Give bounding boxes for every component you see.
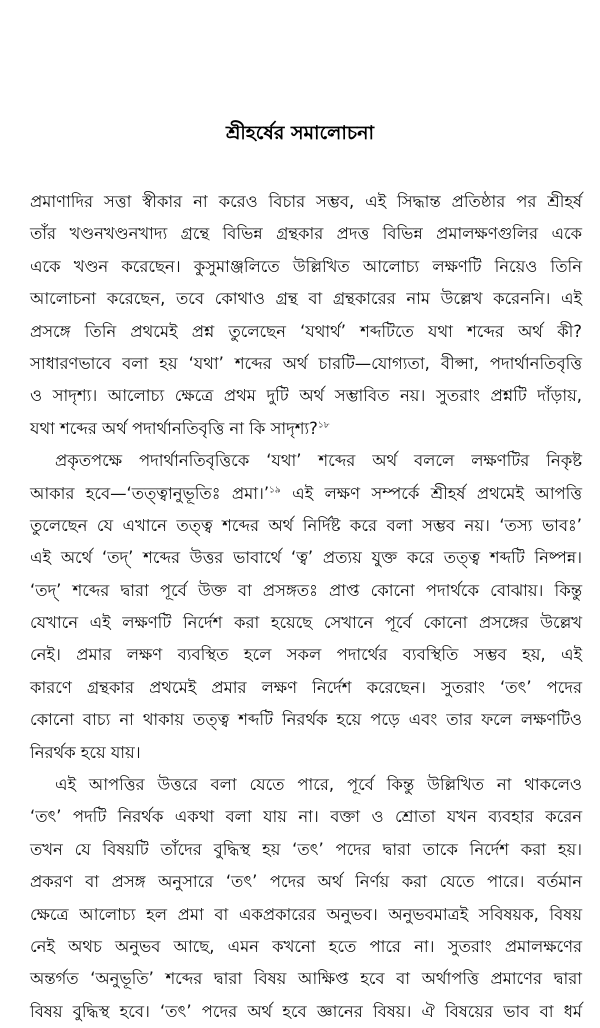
paragraph-3 (30, 769, 582, 1028)
text-segment: আকার হবে—‘তত্ত্বানুভূতিঃ প্রমা।’ (30, 483, 270, 503)
text-line: কোনো বাচ্য না থাকায় তত্ত্ব শব্দটি নিরর্থক হয়ে পড়ে এবং তার ফলে লক্ষণটিও (30, 710, 582, 730)
text-line: এই অর্থে ‘তদ্’ শব্দের উত্তর ভাবার্থে ‘ত্ব’ প্রত্যয় যুক্ত করে তত্ত্ব শব্দটি নিষ্পন্ন। (30, 548, 582, 568)
text-line: প্রকৃতপক্ষে পদার্থানতিবৃত্তিকে ‘যথা’ শব্দের অর্থ বললে লক্ষণটির নিকৃষ্ট (55, 451, 582, 471)
text-line: একে খণ্ডন করেছেন। কুসুমাঞ্জলিতে উল্লিখিত আলোচ্য লক্ষণটি নিয়েও তিনি (30, 256, 582, 276)
text-line: ‘তদ্’ শব্দের দ্বারা পূর্বে উক্ত বা প্রসঙ্গতঃ প্রাপ্ত কোনো পদার্থকে বোঝায়। কিন্তু (30, 580, 582, 600)
text-line: যেখানে এই লক্ষণটি নির্দেশ করা হয়েছে সেখানে পূর্বে কোনো প্রসঙ্গের উল্লেখ (30, 613, 582, 633)
text-line: এই আপত্তির উত্তরে বলা যেতে পারে, পূর্বে কিন্তু উল্লিখিত না থাকলেও (55, 775, 582, 795)
text-line: তুলেছেন যে এখানে তত্ত্ব শব্দের অর্থ নির্দিষ্ট করে বলা সম্ভব নয়। ‘তস্য ভাবঃ’ (30, 515, 582, 535)
text-line: কারণে গ্রন্থকার প্রথমেই প্রমার লক্ষণ নির্দেশ করেছেন। সুতরাং ‘তৎ’ পদের (30, 677, 582, 697)
text-line: ‘তৎ’ পদটি নিরর্থক একথা বলা যায় না। বক্তা ও শ্রোতা যখন ব্যবহার করেন (30, 807, 582, 827)
text-line: অন্তর্গত ‘অনুভূতি’ শব্দের দ্বারা বিষয় আক্ষিপ্ত হবে বা অর্থাপত্তি প্রমাণের দ্বারা (30, 969, 582, 989)
text-line: ক্ষেত্রে আলোচ্য হল প্রমা বা একপ্রকারের অনুভব। অনুভবমাত্রই সবিষয়ক, বিষয় (30, 904, 582, 924)
text-segment: যথা শব্দের অর্থ পদার্থানতিবৃত্তি না কি সাদৃশ্য? (30, 418, 318, 438)
text-line (30, 413, 582, 445)
text-line: তাঁর খণ্ডনখণ্ডনখাদ্য গ্রন্থে বিভিন্ন গ্রন্থকার প্রদত্ত বিভিন্ন প্রমালক্ষণগুলির একে (30, 224, 582, 244)
text-line (30, 478, 582, 510)
body-text (30, 186, 582, 1028)
text-line: নেই অথচ অনুভব আছে, এমন কখনো হতে পারে না। সুতরাং প্রমালক্ষণের (30, 936, 582, 956)
text-line: সাধারণভাবে বলা হয় ‘যথা’ শব্দের অর্থ চারটি—যোগ্যতা, বীপ্সা, পদার্থানতিবৃত্তি (30, 353, 582, 373)
text-segment: এই লক্ষণ সম্পর্কে শ্রীহর্ষ প্রথমেই আপত্তি (280, 483, 582, 503)
text-line: তখন যে বিষয়টি তাঁদের বুদ্ধিস্থ হয় ‘তৎ’ পদের দ্বারা তাকে নির্দেশ করা হয়। (30, 839, 582, 859)
paragraph-2 (30, 445, 582, 769)
text-line: ও সাদৃশ্য। আলোচ্য ক্ষেত্রে প্রথম দুটি অর্থ সম্ভাবিত নয়। সুতরাং প্রশ্নটি দাঁড়ায়, (30, 386, 582, 406)
text-line: বিষয় বুদ্ধিস্থ হবে। ‘তৎ’ পদের অর্থ হবে জ্ঞানের বিষয়। ঐ বিষয়ের ভাব বা ধর্ম (30, 1001, 582, 1021)
text-line: আলোচনা করেছেন, তবে কোথাও গ্রন্থ বা গ্রন্থকারের নাম উল্লেখ করেননি। এই (30, 289, 582, 309)
text-line: প্রমাণাদির সত্তা স্বীকার না করেও বিচার সম্ভব, এই সিদ্ধান্ত প্রতিষ্ঠার পর শ্রীহর্ষ (30, 192, 582, 211)
paragraph-1 (30, 186, 582, 445)
footnote-marker: ১৮ (317, 420, 330, 431)
chapter-heading: শ্রীহর্ষের সমালোচনা (226, 122, 374, 144)
text-line: প্রকরণ বা প্রসঙ্গ অনুসারে ‘তৎ’ পদের অর্থ নির্ণয় করা যেতে পারে। বর্তমান (30, 872, 582, 892)
text-line: নিরর্থক হয়ে যায়। (30, 742, 141, 762)
text-line: নেই। প্রমার লক্ষণ ব্যবস্থিত হলে সকল পদার্থের ব্যবস্থিতি সম্ভব হয়, এই (30, 645, 582, 665)
text-line: প্রসঙ্গে তিনি প্রথমেই প্রশ্ন তুলেছেন ‘যথার্থ’ শব্দটিতে যথা শব্দের অর্থ কী? (30, 321, 582, 341)
footnote-marker: ১৯ (269, 485, 281, 496)
